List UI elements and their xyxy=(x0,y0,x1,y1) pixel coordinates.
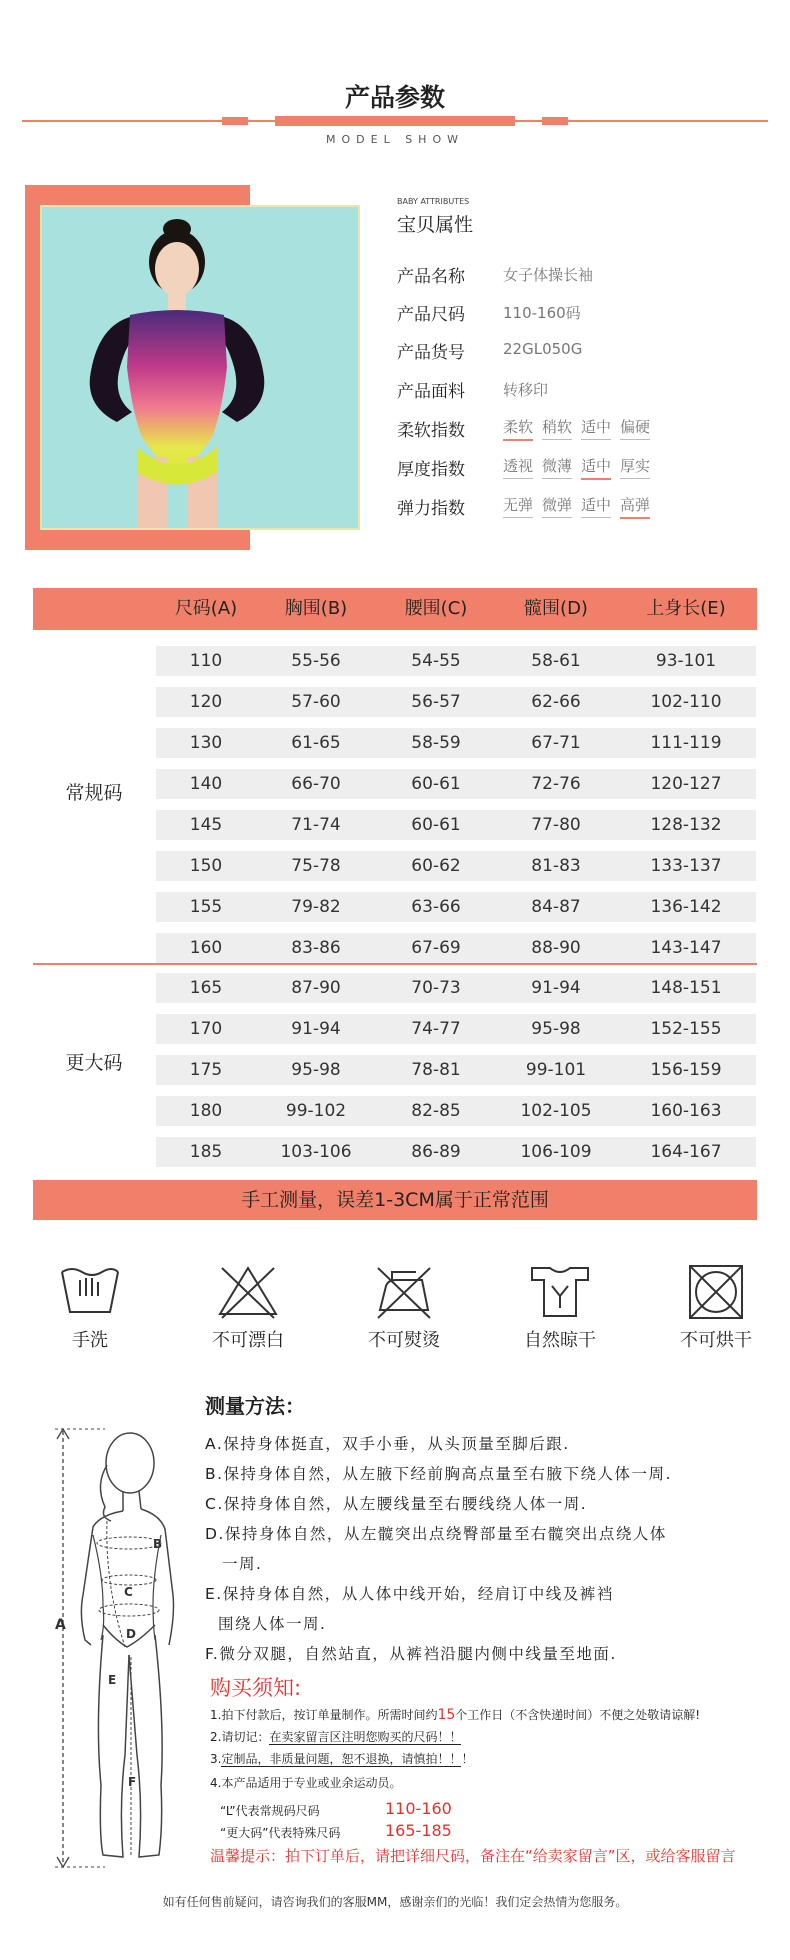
table-row xyxy=(156,973,756,1003)
scale-option: 微薄 xyxy=(542,455,572,479)
scale-option: 柔软 xyxy=(503,416,533,441)
table-cell: 133-137 xyxy=(650,856,722,876)
table-row xyxy=(156,810,756,840)
table-row xyxy=(156,1096,756,1126)
table-cell: 155 xyxy=(189,897,223,917)
measure-line-f: F.微分双腿，自然站直，从裤裆沿腿内侧中线量至地面. xyxy=(205,1645,617,1663)
table-cell: 75-78 xyxy=(291,856,341,876)
purchase-text: 1.拍下付款后，按订单量制作。所需时间约 xyxy=(210,1708,438,1722)
table-cell: 58-59 xyxy=(411,733,461,753)
table-cell: 99-102 xyxy=(285,1101,347,1121)
care-label: 不可熨烫 xyxy=(368,1330,440,1351)
care-line-dry xyxy=(500,1262,620,1352)
hand-wash-icon xyxy=(58,1262,122,1320)
purchase-text: ！ xyxy=(461,1752,474,1766)
measurement-note: 手工测量，误差1-3CM属于正常范围 xyxy=(33,1180,757,1220)
table-row xyxy=(156,1137,756,1167)
measure-line-e: E.保持身体自然，从人体中线开始，经肩订中线及裤裆 xyxy=(205,1585,614,1603)
table-cell: 66-70 xyxy=(291,774,341,794)
purchase-title: 购买须知: xyxy=(210,1676,302,1700)
figure-label-b: B xyxy=(153,1537,163,1551)
table-cell: 87-90 xyxy=(291,978,341,998)
attr-value-name: 女子体操长袖 xyxy=(503,266,594,284)
care-no-iron xyxy=(344,1262,464,1352)
care-no-bleach xyxy=(188,1262,308,1352)
table-cell: 67-71 xyxy=(531,733,581,753)
measure-line-b: B.保持身体自然，从左腋下经前胸高点量至右腋下绕人体一周. xyxy=(205,1465,672,1483)
table-cell: 106-109 xyxy=(520,1142,592,1162)
purchase-line-1 xyxy=(210,1706,700,1723)
table-cell: 82-85 xyxy=(411,1101,461,1121)
measure-line-e-cont: 围绕人体一周. xyxy=(218,1615,327,1633)
table-cell: 140 xyxy=(189,774,223,794)
table-cell: 61-65 xyxy=(291,733,341,753)
purchase-line-2 xyxy=(210,1728,461,1745)
table-cell: 57-60 xyxy=(291,692,341,712)
model-illustration xyxy=(42,207,360,530)
measurement-figure xyxy=(45,1425,205,1870)
table-cell: 160-163 xyxy=(650,1101,722,1121)
table-cell: 175 xyxy=(189,1060,223,1080)
table-cell: 111-119 xyxy=(650,733,722,753)
table-cell: 78-81 xyxy=(411,1060,461,1080)
care-label: 不可烘干 xyxy=(680,1330,752,1351)
attr-label-size: 产品尺码 xyxy=(397,305,465,325)
table-cell: 60-62 xyxy=(411,856,461,876)
table-cell: 67-69 xyxy=(411,938,461,958)
table-cell: 79-82 xyxy=(291,897,341,917)
purchase-days: 15 xyxy=(437,1707,456,1723)
figure-label-e: E xyxy=(108,1673,117,1687)
table-row xyxy=(156,646,756,676)
code-xl-value: 165-185 xyxy=(385,1821,452,1840)
attr-label-fabric: 产品面料 xyxy=(397,382,465,402)
attr-label-sku: 产品货号 xyxy=(397,343,465,363)
table-cell: 60-61 xyxy=(411,815,461,835)
attr-value-size: 110-160码 xyxy=(503,304,581,322)
no-iron-icon xyxy=(372,1262,436,1320)
attr-value-sku: 22GL050G xyxy=(503,340,583,358)
table-cell: 62-66 xyxy=(531,692,581,712)
table-row xyxy=(156,728,756,758)
measure-line-c: C.保持身体自然，从左腰线量至右腰线绕人体一周. xyxy=(205,1495,588,1513)
table-cell: 71-74 xyxy=(291,815,341,835)
purchase-line-4: 4.本产品适用于专业或业余运动员。 xyxy=(210,1776,402,1790)
purchase-text: 2.请切记： xyxy=(210,1730,270,1744)
col-header-torso: 上身长(E) xyxy=(646,598,726,619)
table-cell: 54-55 xyxy=(411,651,461,671)
table-cell: 95-98 xyxy=(291,1060,341,1080)
scale-option: 适中 xyxy=(581,494,611,518)
table-cell: 84-87 xyxy=(531,897,581,917)
scale-options-softness xyxy=(503,416,659,441)
table-cell: 91-94 xyxy=(531,978,581,998)
table-row xyxy=(156,1055,756,1085)
table-cell: 110 xyxy=(189,651,223,671)
table-cell: 91-94 xyxy=(291,1019,341,1039)
table-cell: 102-110 xyxy=(650,692,722,712)
scale-option: 微弹 xyxy=(542,494,572,518)
table-cell: 136-142 xyxy=(650,897,722,917)
page-subtitle: MODEL SHOW xyxy=(326,133,464,146)
scale-option: 稍软 xyxy=(542,416,572,440)
attributes-heading: 宝贝属性 xyxy=(397,214,474,236)
care-no-tumble-dry xyxy=(656,1262,776,1352)
table-cell: 143-147 xyxy=(650,938,722,958)
care-label: 手洗 xyxy=(72,1330,108,1351)
group-divider xyxy=(33,963,757,965)
table-cell: 95-98 xyxy=(531,1019,581,1039)
table-cell: 55-56 xyxy=(291,651,341,671)
table-row xyxy=(156,933,756,963)
scale-options-elasticity xyxy=(503,494,659,519)
table-cell: 70-73 xyxy=(411,978,461,998)
table-cell: 77-80 xyxy=(531,815,581,835)
size-table-header xyxy=(33,588,757,630)
warm-tip: 温馨提示：拍下订单后，请把详细尺码，备注在“给卖家留言”区，或给客服留言 xyxy=(210,1847,736,1865)
table-cell: 180 xyxy=(189,1101,223,1121)
table-cell: 74-77 xyxy=(411,1019,461,1039)
scale-label-elasticity: 弹力指数 xyxy=(397,499,465,519)
table-cell: 102-105 xyxy=(520,1101,592,1121)
page-title: 产品参数 xyxy=(344,83,445,112)
product-photo xyxy=(40,205,360,530)
table-cell: 152-155 xyxy=(650,1019,722,1039)
table-cell: 145 xyxy=(189,815,223,835)
table-cell: 156-159 xyxy=(650,1060,722,1080)
table-cell: 58-61 xyxy=(531,651,581,671)
measure-title: 测量方法： xyxy=(205,1394,305,1418)
table-cell: 130 xyxy=(189,733,223,753)
code-l-label: “L”代表常规码尺码 xyxy=(220,1804,320,1818)
no-tumble-dry-icon xyxy=(684,1262,748,1320)
table-cell: 60-61 xyxy=(411,774,461,794)
table-cell: 120 xyxy=(189,692,223,712)
scale-option: 偏硬 xyxy=(620,416,650,440)
measure-line-d-cont: 一周. xyxy=(222,1555,263,1573)
table-cell: 83-86 xyxy=(291,938,341,958)
table-row xyxy=(156,851,756,881)
table-cell: 86-89 xyxy=(411,1142,461,1162)
care-label: 自然晾干 xyxy=(524,1330,596,1351)
group-label-regular: 常规码 xyxy=(65,782,123,804)
code-xl-label: “更大码”代表特殊尺码 xyxy=(220,1826,341,1840)
measure-line-d: D.保持身体自然，从左髋突出点绕臀部量至右髋突出点绕人体 xyxy=(205,1525,667,1543)
group-label-large: 更大码 xyxy=(65,1052,123,1074)
table-cell: 63-66 xyxy=(411,897,461,917)
line-dry-icon xyxy=(528,1262,592,1320)
scale-options-thickness xyxy=(503,455,659,480)
no-bleach-icon xyxy=(216,1262,280,1320)
col-header-waist: 腰围(C) xyxy=(404,598,468,619)
figure-label-a: A xyxy=(55,1617,66,1633)
header-accent-left xyxy=(222,117,248,125)
scale-option: 厚实 xyxy=(620,455,650,479)
table-cell: 165 xyxy=(189,978,223,998)
attributes-heading-en: BABY ATTRIBUTES xyxy=(397,197,470,206)
figure-label-f: F xyxy=(128,1775,137,1789)
col-header-chest: 胸围(B) xyxy=(284,598,348,619)
table-cell: 99-101 xyxy=(525,1060,587,1080)
table-row xyxy=(156,769,756,799)
table-cell: 160 xyxy=(189,938,223,958)
care-label: 不可漂白 xyxy=(212,1330,284,1351)
table-row xyxy=(156,1014,756,1044)
col-header-hip: 髋围(D) xyxy=(524,598,588,619)
care-hand-wash xyxy=(30,1262,150,1352)
table-cell: 164-167 xyxy=(650,1142,722,1162)
table-cell: 81-83 xyxy=(531,856,581,876)
table-cell: 185 xyxy=(189,1142,223,1162)
scale-option: 高弹 xyxy=(620,494,650,519)
purchase-text-underlined: 定制品，非质量问题，恕不退换，请慎拍！！ xyxy=(221,1752,462,1766)
figure-label-c: C xyxy=(124,1585,133,1599)
purchase-text-underlined: 在卖家留言区注明您购买的尺码！！ xyxy=(269,1730,462,1744)
scale-option: 无弹 xyxy=(503,494,533,518)
purchase-text: 3. xyxy=(210,1752,222,1766)
attr-value-fabric: 转移印 xyxy=(503,381,549,399)
scale-option: 适中 xyxy=(581,416,611,440)
scale-option: 透视 xyxy=(503,455,533,479)
table-cell: 128-132 xyxy=(650,815,722,835)
table-cell: 56-57 xyxy=(411,692,461,712)
scale-option: 适中 xyxy=(581,455,611,480)
header-accent-center xyxy=(275,116,515,126)
measure-line-a: A.保持身体挺直，双手小垂，从头顶量至脚后跟. xyxy=(205,1435,570,1453)
attr-label-name: 产品名称 xyxy=(397,267,465,287)
purchase-line-3 xyxy=(210,1750,473,1767)
table-cell: 170 xyxy=(189,1019,223,1039)
table-row xyxy=(156,687,756,717)
table-cell: 120-127 xyxy=(650,774,722,794)
table-cell: 93-101 xyxy=(655,651,717,671)
header-accent-right xyxy=(542,117,568,125)
code-l-value: 110-160 xyxy=(385,1799,452,1818)
table-cell: 88-90 xyxy=(531,938,581,958)
scale-label-thickness: 厚度指数 xyxy=(397,460,465,480)
figure-label-d: D xyxy=(126,1627,136,1641)
table-cell: 72-76 xyxy=(531,774,581,794)
footer-text: 如有任何售前疑问，请咨询我们的客服MM，感谢亲们的光临！我们定会热情为您服务。 xyxy=(162,1895,628,1909)
scale-label-softness: 柔软指数 xyxy=(397,421,465,441)
table-cell: 148-151 xyxy=(650,978,722,998)
table-row xyxy=(156,892,756,922)
table-cell: 103-106 xyxy=(280,1142,352,1162)
col-header-size: 尺码(A) xyxy=(174,598,238,619)
table-cell: 150 xyxy=(189,856,223,876)
purchase-text: 个工作日（不含快递时间）不便之处敬请谅解! xyxy=(455,1708,701,1722)
